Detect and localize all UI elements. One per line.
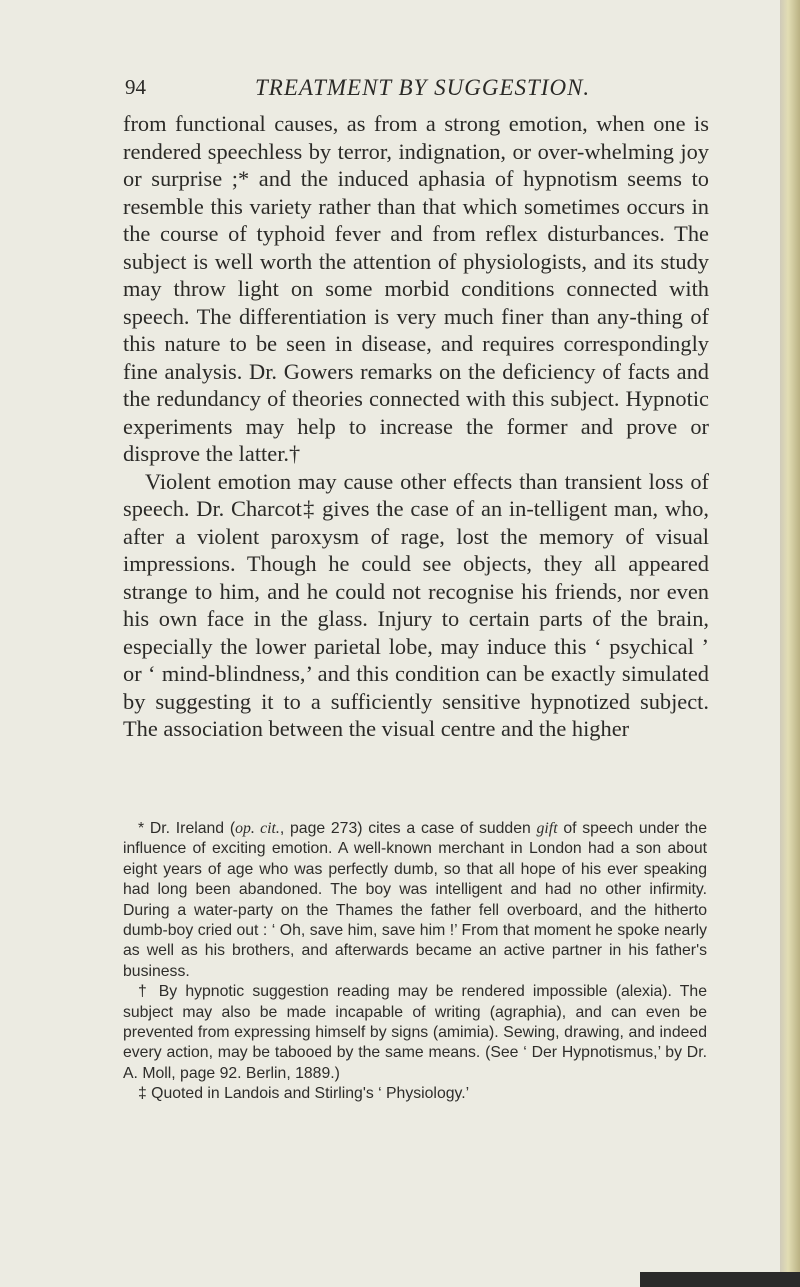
paragraph-2: Violent emotion may cause other effects than transient loss of speech. Dr. Charcot‡ gives the case of an in-telligent man, who, after a violent paroxysm of rage, lost the memory of visual impressions. Though he could see objects, they all appeared strange to him, and he could not recognise his friends, nor even his own face in the glass. Injury to certain parts of the brain, especially the lower parietal lobe, may induce this ‘ psychical ’ or ‘ mind-blindness,’ and this condition can be exactly simulated by suggesting it to a sufficiently sensitive hypnotized subject. The association between the visual centre and the higher <box>123 468 709 741</box>
footnote-2: † By hypnotic suggestion reading may be rendered impossible (alexia). The subject may also be made incapable of writing (agraphia), and can even be prevented from expressing himself by signs (amimia). Sewing, drawing, and indeed every action, may be tabooed by the same means. (See ‘ Der Hypnotismus,’ by Dr. A. Moll, page 92. Berlin, 1889.) <box>123 983 707 1082</box>
paragraph-1: from functional causes, as from a strong emotion, when one is rendered speechless by terror, indignation, or over-whelming joy or surprise ;* and the induced aphasia of hypnotism seems to resemble this variety rather than that which sometimes occurs in the course of typhoid fever and from reflex disturbances. The subject is well worth the attention of physiologists, and its study may throw light on some morbid conditions connected with speech. The differentiation is very much finer than any-thing of this nature to be seen in disease, and requires correspondingly fine analysis. Dr. Gowers remarks on the deficiency of facts and the redundancy of theories connected with this subject. Hypnotic experiments may help to increase the former and prove or disprove the latter.† <box>123 111 709 466</box>
page-edge <box>780 0 800 1287</box>
running-title: TREATMENT BY SUGGESTION. <box>255 75 591 100</box>
page-header <box>125 75 725 105</box>
footnote-1: * Dr. Ireland (op. cit., page 273) cites a case of sudden gift of speech under the influence of exciting emotion. A well-known merchant in London had a son about eight years of age who was perfectly dumb, so that all hope of his ever speaking had long been abandoned. The boy was intelligent and had no other infirmity. During a water-party on the Thames the father fell overboard, and the hitherto dumb-boy cried out : ‘ Oh, save him, save him !’ From that moment he spoke nearly as well as his brothers, and afterwards became an active partner in his father's business. <box>123 820 707 980</box>
body-text <box>123 110 709 743</box>
page-number: 94 <box>125 75 146 99</box>
scan-bottom-bar <box>640 1272 800 1287</box>
footnote-3: ‡ Quoted in Landois and Stirling's ‘ Physiology.’ <box>138 1085 470 1103</box>
footnotes <box>123 819 707 1105</box>
